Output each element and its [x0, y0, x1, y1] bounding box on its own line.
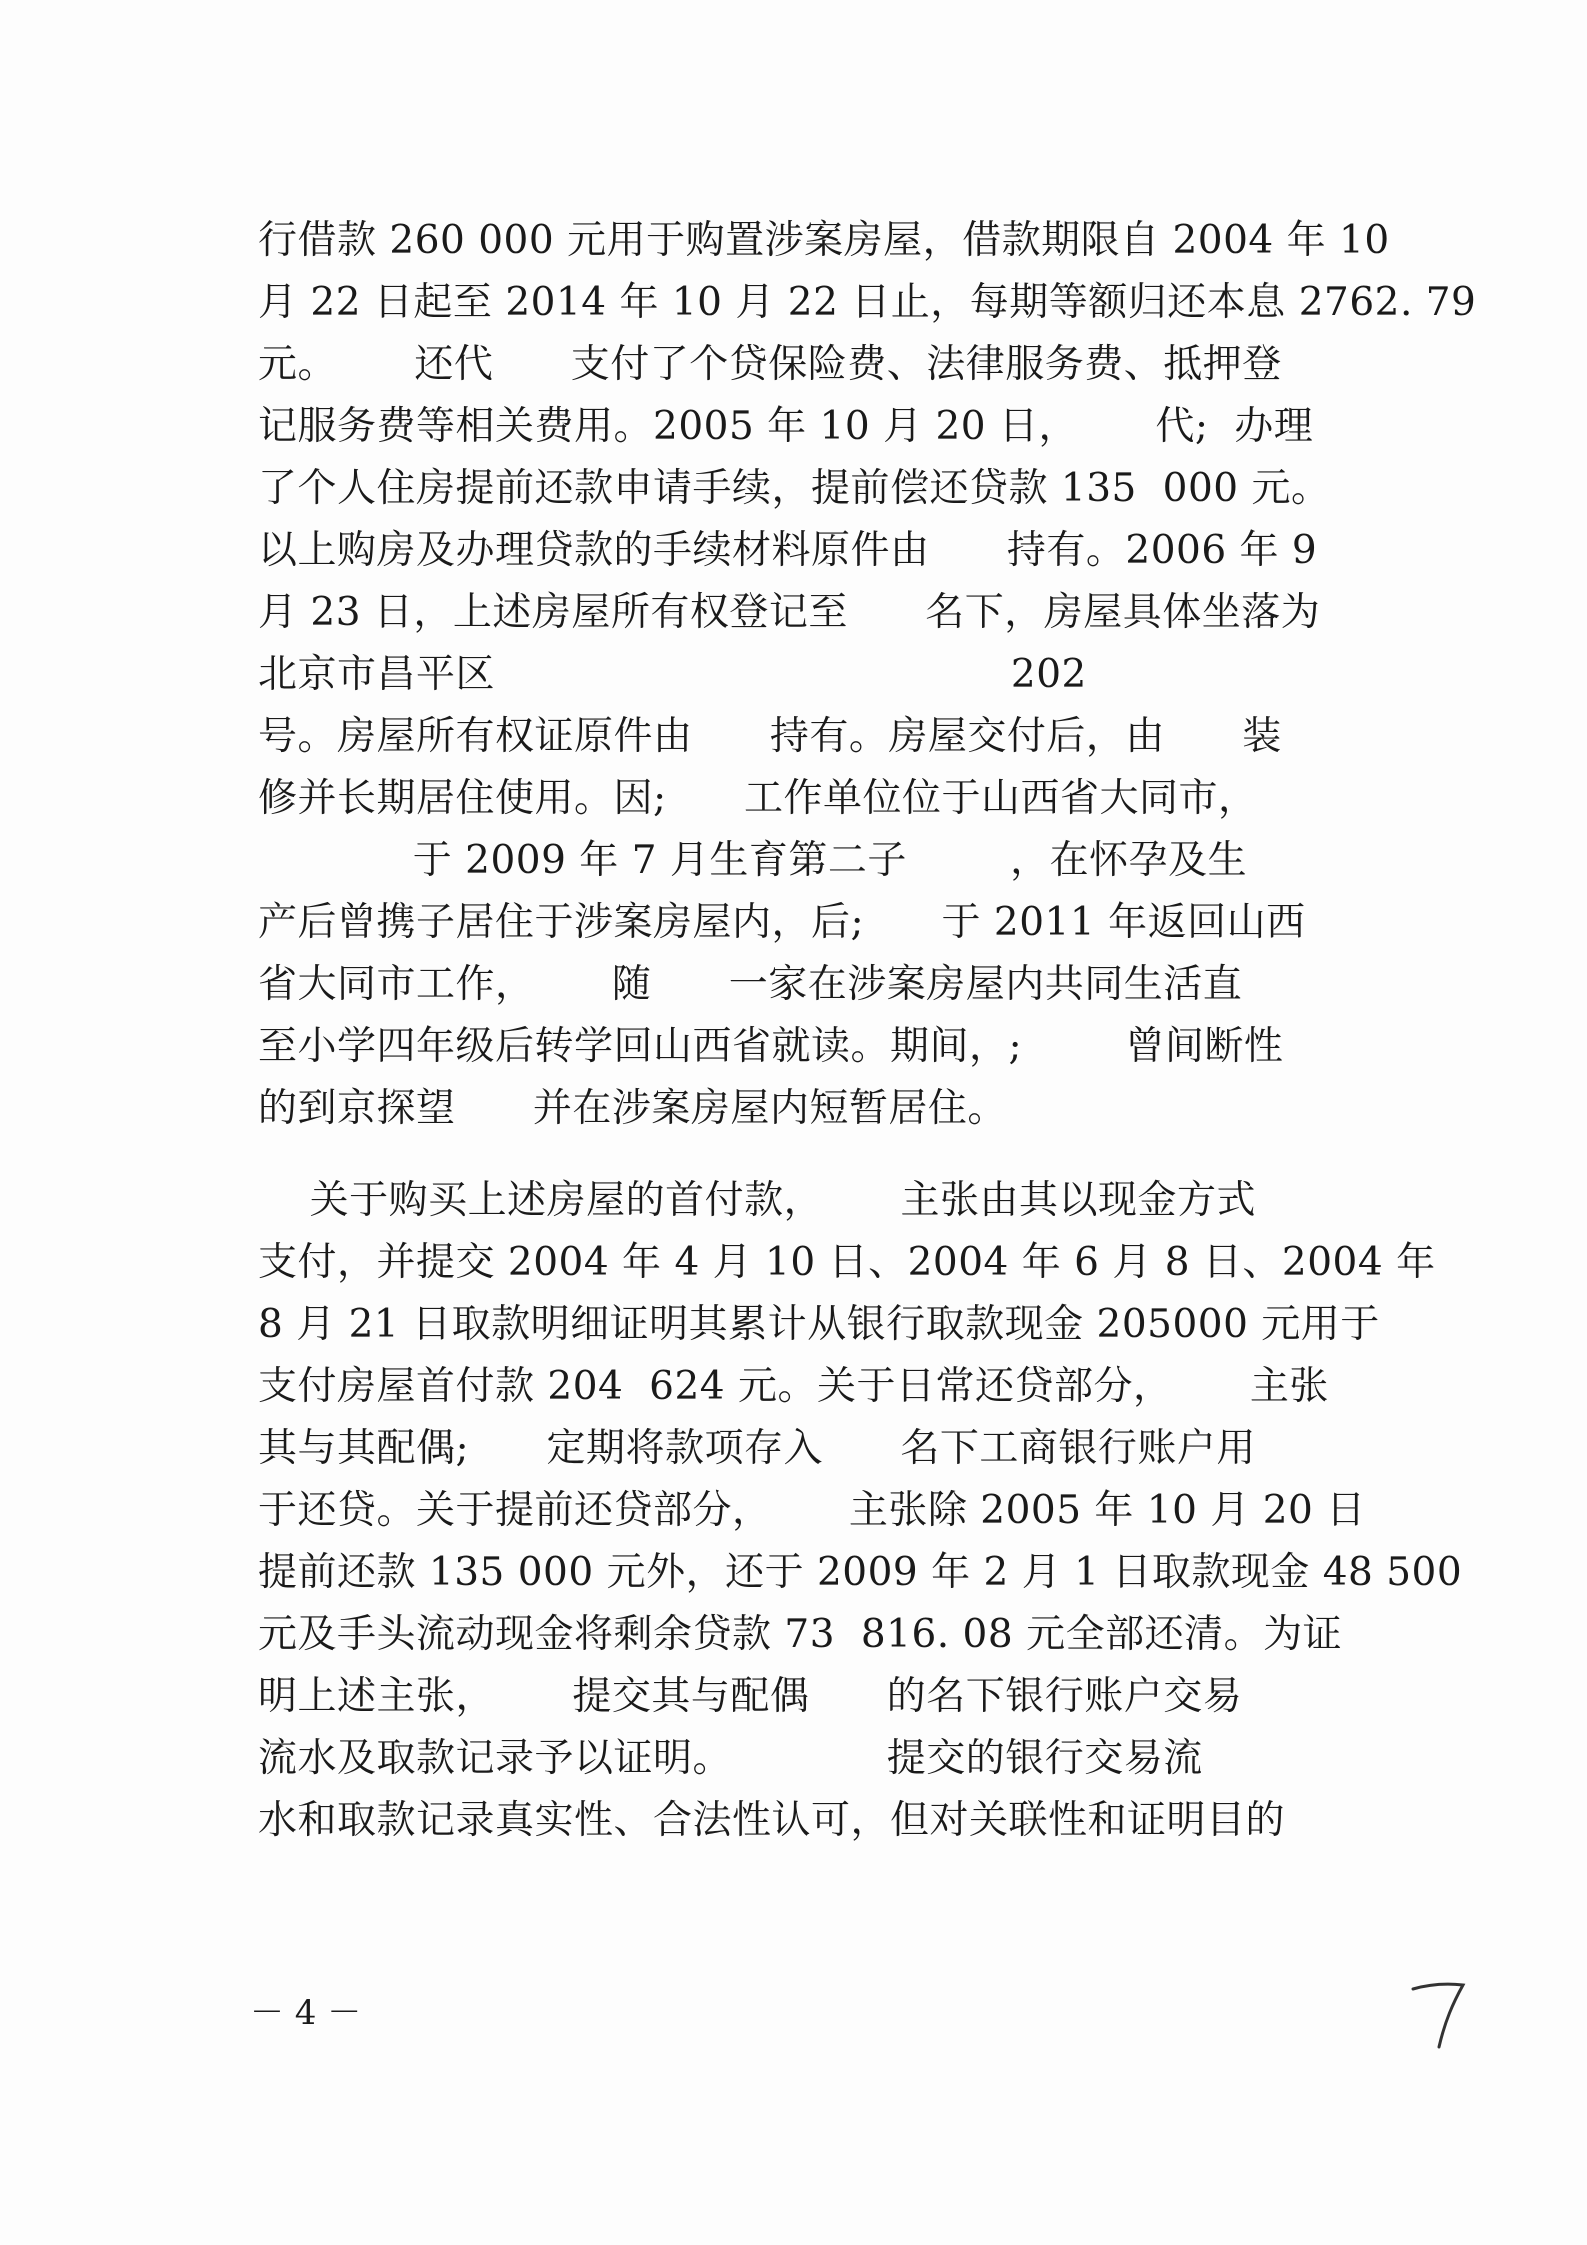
body-line-1: 行借款 260 000 元用于购置涉案房屋，借款期限自 2004 年 10	[258, 218, 1390, 263]
body-line-2: 月 22 日起至 2014 年 10 月 22 日止，每期等额归还本息 2762. 79	[258, 280, 1477, 325]
body-line-7: 月 23 日，上述房屋所有权登记至 名下，房屋具体坐落为	[258, 590, 1321, 635]
body-line-24: 明上述主张， 提交其与配偶 的名下银行账户交易	[258, 1674, 1243, 1719]
body-line-21: 于还贷。关于提前还贷部分， 主张除 2005 年 10 月 20 日	[258, 1488, 1366, 1533]
body-line-22: 提前还款 135 000 元外，还于 2009 年 2 月 1 日取款现金 48 500	[258, 1550, 1463, 1595]
body-line-23: 元及手头流动现金将剩余贷款 73 816. 08 元全部还清。为证	[258, 1612, 1343, 1657]
body-line-25: 流水及取款记录予以证明。 提交的银行交易流	[258, 1736, 1203, 1781]
body-line-15: 的到京探望 并在涉案房屋内短暂居住。	[258, 1086, 1007, 1131]
body-line-14: 至小学四年级后转学回山西省就读。期间，; 曾间断性	[258, 1024, 1284, 1069]
body-line-5: 了个人住房提前还款申请手续，提前偿还贷款 135 000 元。	[258, 466, 1331, 511]
body-line-18: 8 月 21 日取款明细证明其累计从银行取款现金 205000 元用于	[258, 1302, 1380, 1347]
body-line-20: 其与其配偶; 定期将款项存入 名下工商银行账户用	[258, 1426, 1256, 1471]
body-line-8: 北京市昌平区 202	[258, 652, 1087, 697]
body-line-12: 产后曾携子居住于涉案房屋内，后; 于 2011 年返回山西	[258, 900, 1306, 945]
body-line-13: 省大同市工作， 随 一家在涉案房屋内共同生活直	[258, 962, 1243, 1007]
body-line-10: 修并长期居住使用。因; 工作单位位于山西省大同市，	[258, 776, 1258, 821]
body-line-26: 水和取款记录真实性、合法性认可，但对关联性和证明目的	[258, 1798, 1286, 1843]
body-line-4: 记服务费等相关费用。2005 年 10 月 20 日， 代; 办理	[258, 404, 1314, 449]
body-line-17: 支付，并提交 2004 年 4 月 10 日、2004 年 6 月 8 日、2004 年	[258, 1240, 1436, 1285]
page-number: － 4 －	[250, 1993, 362, 2033]
handwritten-mark-icon	[1405, 1975, 1475, 2055]
body-line-19: 支付房屋首付款 204 624 元。关于日常还贷部分， 主张	[258, 1364, 1329, 1409]
body-line-16: 关于购买上述房屋的首付款， 主张由其以现金方式	[258, 1178, 1256, 1223]
body-line-6: 以上购房及办理贷款的手续材料原件由 持有。2006 年 9	[258, 528, 1318, 573]
body-line-3: 元。 还代 支付了个贷保险费、法律服务费、抵押登	[258, 342, 1282, 387]
body-line-11: 于 2009 年 7 月生育第二子 ，在怀孕及生	[258, 838, 1248, 883]
body-line-9: 号。房屋所有权证原件由 持有。房屋交付后，由 装	[258, 714, 1282, 759]
